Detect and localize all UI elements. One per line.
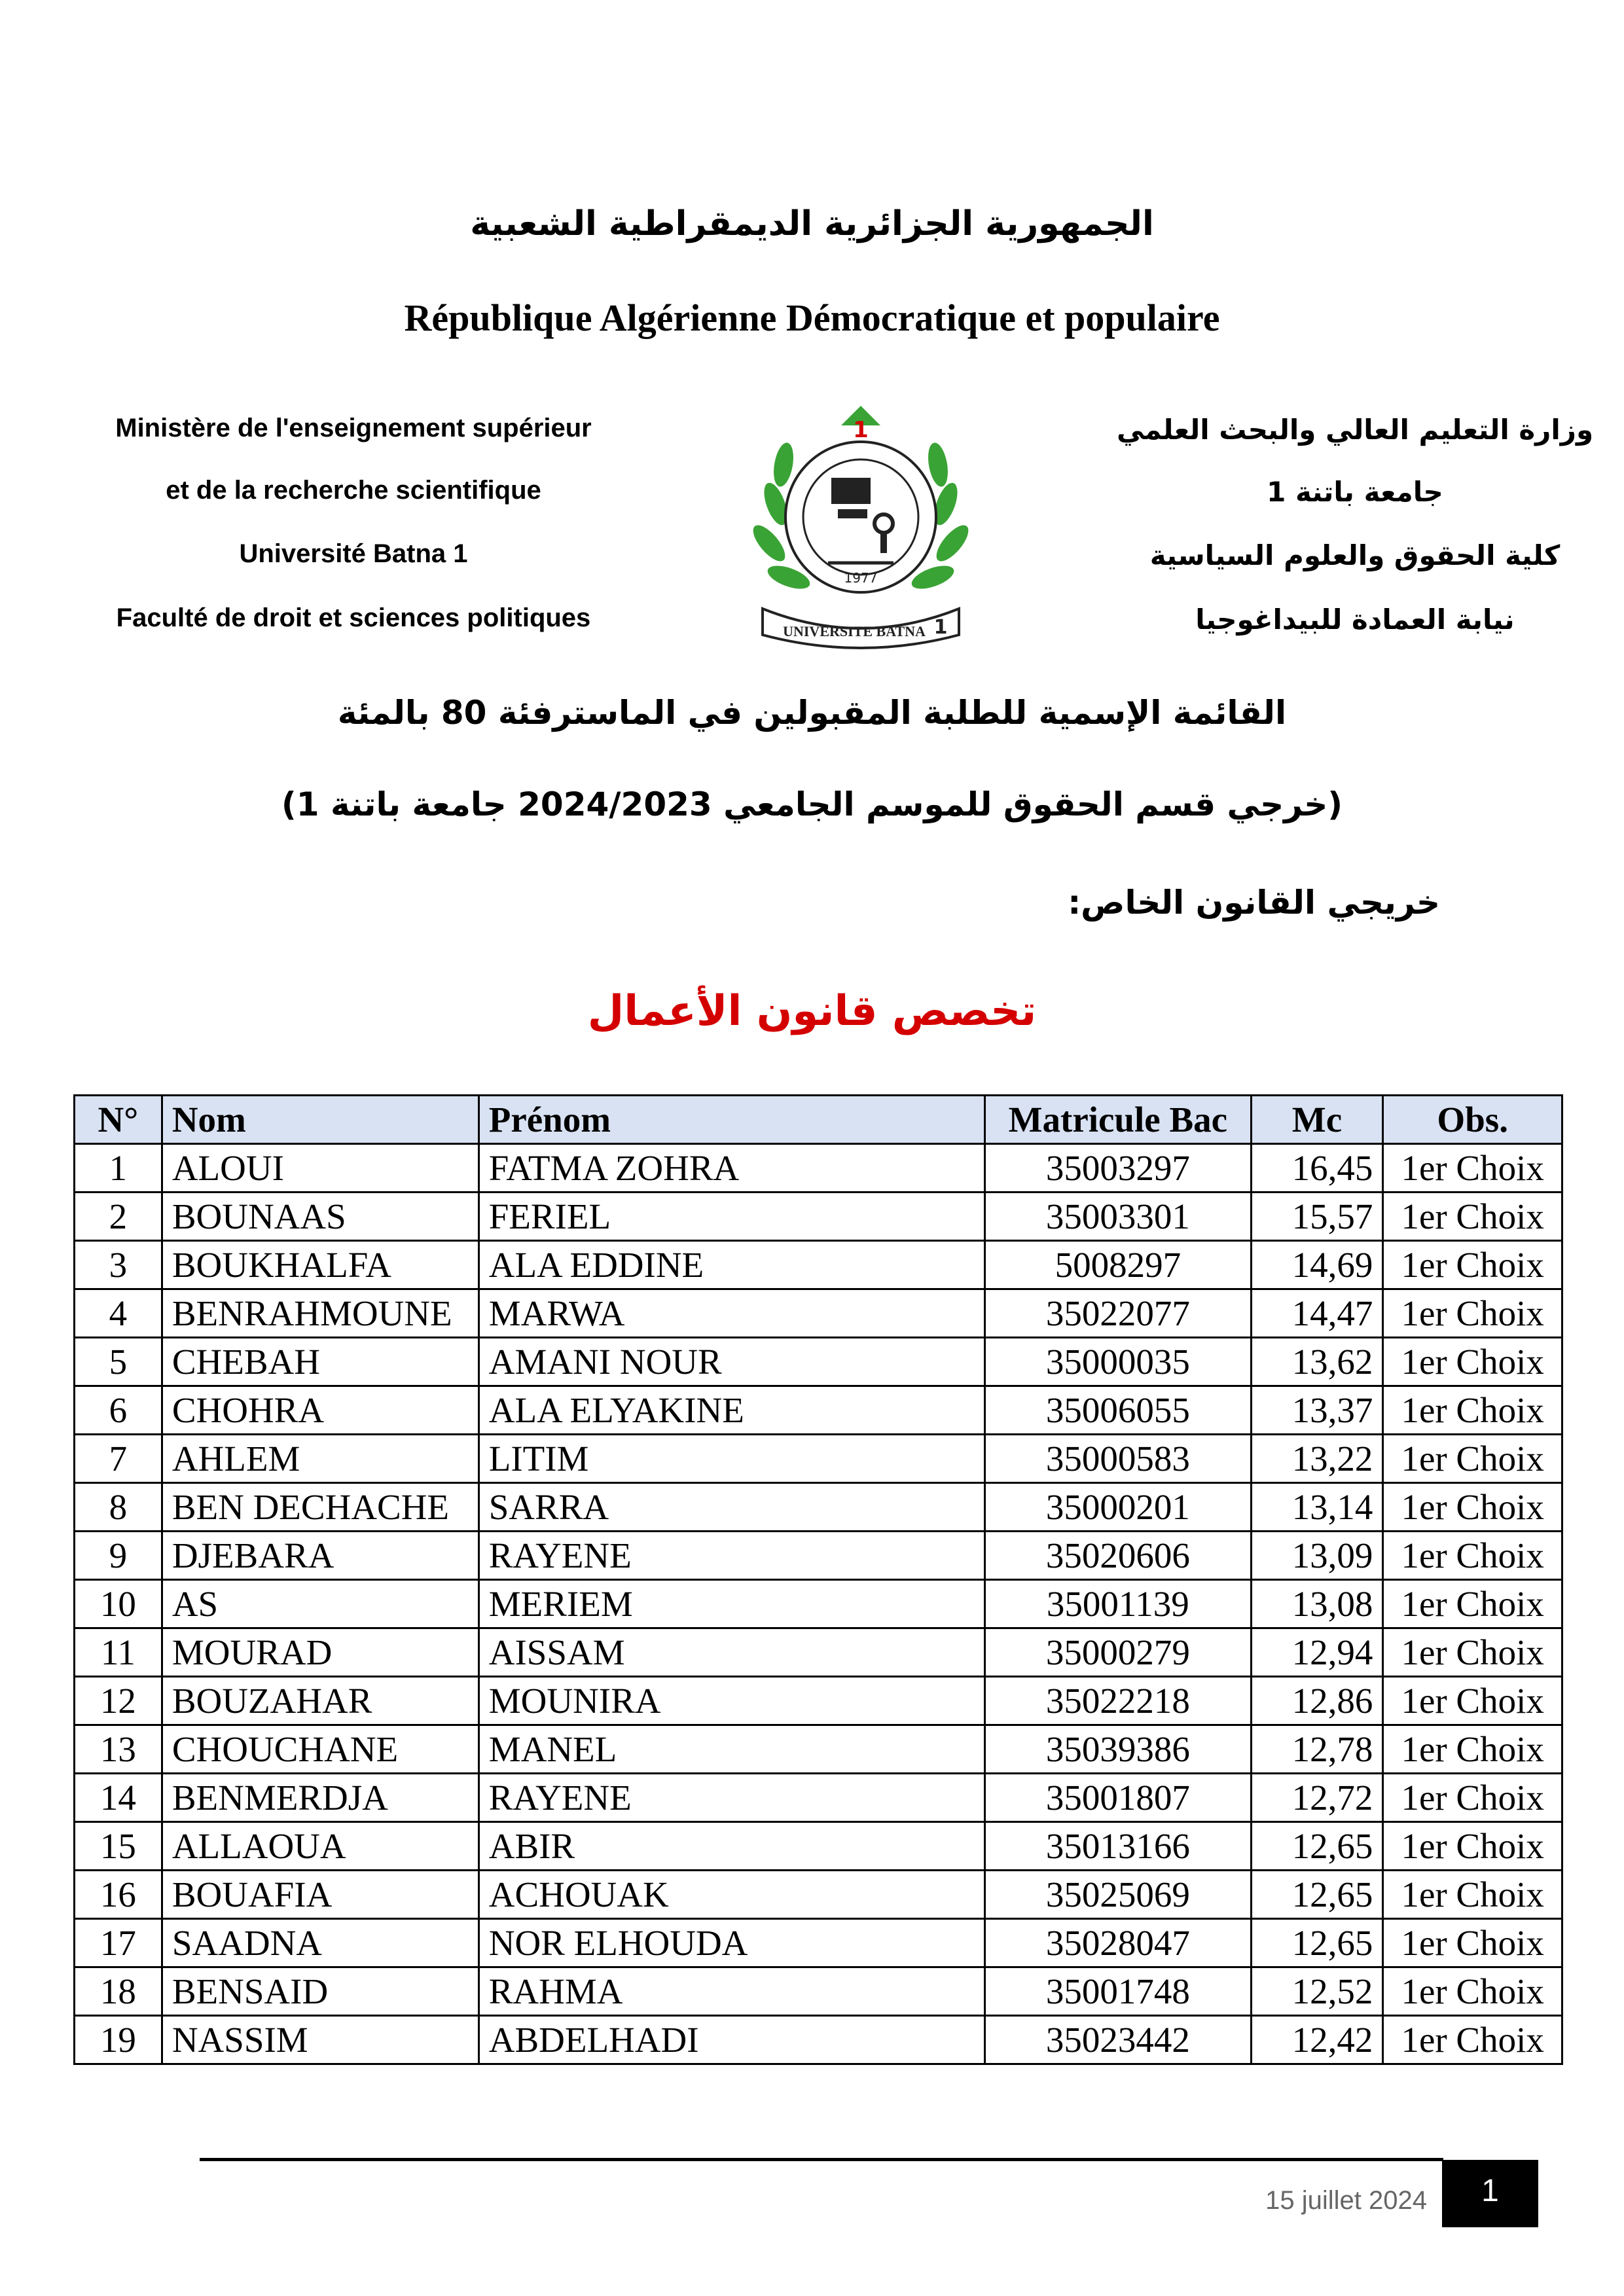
row-prenom: AISSAM (478, 1628, 984, 1677)
row-number: 2 (75, 1193, 162, 1241)
col-header-nom: Nom (162, 1096, 478, 1144)
row-mc: 13,08 (1251, 1580, 1383, 1628)
row-prenom: MARWA (478, 1289, 984, 1338)
row-prenom: ALA EDDINE (478, 1241, 984, 1289)
row-prenom: ABDELHADI (478, 2016, 984, 2064)
row-obs: 1er Choix (1383, 1967, 1562, 2016)
row-nom: CHOUCHANE (162, 1725, 478, 1774)
row-matricule: 35000201 (985, 1483, 1251, 1532)
row-nom: CHEBAH (162, 1338, 478, 1386)
col-header-obs: Obs. (1383, 1096, 1562, 1144)
table-row (75, 2016, 1562, 2064)
col-header-mc: Mc (1251, 1096, 1383, 1144)
row-obs: 1er Choix (1383, 1774, 1562, 1822)
row-mc: 15,57 (1251, 1193, 1383, 1241)
row-mc: 13,09 (1251, 1532, 1383, 1580)
row-prenom: ACHOUAK (478, 1871, 984, 1919)
row-mc: 12,86 (1251, 1677, 1383, 1725)
row-number: 11 (75, 1628, 162, 1677)
table-row (75, 1919, 1562, 1967)
row-number: 17 (75, 1919, 162, 1967)
row-number: 8 (75, 1483, 162, 1532)
row-nom: DJEBARA (162, 1532, 478, 1580)
row-number: 15 (75, 1822, 162, 1871)
table-row (75, 1289, 1562, 1338)
section-heading: خريجي القانون الخاص: (1068, 884, 1440, 922)
row-matricule: 35003297 (985, 1144, 1251, 1193)
table-row (75, 1822, 1562, 1871)
seal-banner-text: UNIVERSITE BATNA (783, 623, 926, 639)
row-number: 3 (75, 1241, 162, 1289)
row-number: 9 (75, 1532, 162, 1580)
row-mc: 14,47 (1251, 1289, 1383, 1338)
university-ar: جامعة باتنة 1 (1267, 476, 1443, 508)
row-nom: MOURAD (162, 1628, 478, 1677)
row-number: 13 (75, 1725, 162, 1774)
row-prenom: ABIR (478, 1822, 984, 1871)
row-matricule: 35020606 (985, 1532, 1251, 1580)
table-row (75, 1871, 1562, 1919)
row-matricule: 35000279 (985, 1628, 1251, 1677)
row-matricule: 35025069 (985, 1871, 1251, 1919)
row-prenom: FERIEL (478, 1193, 984, 1241)
row-matricule: 35001807 (985, 1774, 1251, 1822)
row-mc: 12,52 (1251, 1967, 1383, 2016)
footer-divider (200, 2158, 1443, 2161)
row-nom: BOUKHALFA (162, 1241, 478, 1289)
row-number: 14 (75, 1774, 162, 1822)
row-number: 16 (75, 1871, 162, 1919)
row-prenom: MERIEM (478, 1580, 984, 1628)
row-obs: 1er Choix (1383, 2016, 1562, 2064)
row-matricule: 35001139 (985, 1580, 1251, 1628)
row-obs: 1er Choix (1383, 1677, 1562, 1725)
country-name-arabic: الجمهورية الجزائرية الديمقراطية الشعبية (470, 204, 1154, 243)
row-number: 4 (75, 1289, 162, 1338)
col-header-prenom: Prénom (478, 1096, 984, 1144)
row-number: 7 (75, 1435, 162, 1483)
table-row (75, 1435, 1562, 1483)
table-row (75, 1338, 1562, 1386)
row-nom: BOUZAHAR (162, 1677, 478, 1725)
row-prenom: RAHMA (478, 1967, 984, 2016)
row-nom: BEN DECHACHE (162, 1483, 478, 1532)
row-prenom: NOR ELHOUDA (478, 1919, 984, 1967)
ministry-fr-2: et de la recherche scientifique (166, 476, 541, 505)
row-mc: 12,94 (1251, 1628, 1383, 1677)
row-mc: 12,65 (1251, 1919, 1383, 1967)
seal-year: 1977 (844, 570, 878, 586)
row-number: 18 (75, 1967, 162, 2016)
row-matricule: 35003301 (985, 1193, 1251, 1241)
row-matricule: 35039386 (985, 1725, 1251, 1774)
row-prenom: RAYENE (478, 1774, 984, 1822)
row-mc: 13,22 (1251, 1435, 1383, 1483)
row-nom: ALOUI (162, 1144, 478, 1193)
row-matricule: 35023442 (985, 2016, 1251, 2064)
students-table (73, 1094, 1563, 2065)
row-prenom: AMANI NOUR (478, 1338, 984, 1386)
col-header-matricule: Matricule Bac (985, 1096, 1251, 1144)
row-nom: CHOHRA (162, 1386, 478, 1435)
row-nom: BOUAFIA (162, 1871, 478, 1919)
footer-date: 15 juillet 2024 (1265, 2186, 1427, 2215)
row-prenom: FATMA ZOHRA (478, 1144, 984, 1193)
row-nom: SAADNA (162, 1919, 478, 1967)
row-obs: 1er Choix (1383, 1725, 1562, 1774)
university-fr: Université Batna 1 (239, 539, 468, 568)
ministry-fr: Ministère de l'enseignement supérieur (115, 414, 592, 442)
row-matricule: 35006055 (985, 1386, 1251, 1435)
row-mc: 12,42 (1251, 2016, 1383, 2064)
row-obs: 1er Choix (1383, 1919, 1562, 1967)
table-row (75, 1532, 1562, 1580)
row-matricule: 35022218 (985, 1677, 1251, 1725)
row-mc: 12,65 (1251, 1871, 1383, 1919)
row-nom: BENRAHMOUNE (162, 1289, 478, 1338)
faculty-ar: كلية الحقوق والعلوم السياسية (1149, 539, 1561, 571)
row-matricule: 35000583 (985, 1435, 1251, 1483)
ministry-ar: وزارة التعليم العالي والبحث العلمي (1116, 414, 1594, 446)
table-row (75, 1483, 1562, 1532)
country-name-french: République Algérienne Démocratique et populaire (404, 296, 1220, 339)
row-mc: 13,62 (1251, 1338, 1383, 1386)
faculty-fr: Faculté de droit et sciences politiques (116, 603, 591, 632)
row-mc: 13,37 (1251, 1386, 1383, 1435)
row-mc: 12,78 (1251, 1725, 1383, 1774)
row-prenom: RAYENE (478, 1532, 984, 1580)
row-obs: 1er Choix (1383, 1483, 1562, 1532)
row-obs: 1er Choix (1383, 1386, 1562, 1435)
row-obs: 1er Choix (1383, 1289, 1562, 1338)
row-nom: ALLAOUA (162, 1822, 478, 1871)
row-matricule: 35028047 (985, 1919, 1251, 1967)
row-obs: 1er Choix (1383, 1193, 1562, 1241)
row-number: 6 (75, 1386, 162, 1435)
row-prenom: LITIM (478, 1435, 984, 1483)
row-number: 12 (75, 1677, 162, 1725)
table-row (75, 1774, 1562, 1822)
row-mc: 12,72 (1251, 1774, 1383, 1822)
row-obs: 1er Choix (1383, 1871, 1562, 1919)
row-prenom: MOUNIRA (478, 1677, 984, 1725)
row-mc: 13,14 (1251, 1483, 1383, 1532)
page-number: 1 (1442, 2160, 1538, 2227)
row-nom: BENSAID (162, 1967, 478, 2016)
row-number: 10 (75, 1580, 162, 1628)
row-prenom: SARRA (478, 1483, 984, 1532)
table-row (75, 1967, 1562, 2016)
row-matricule: 35022077 (985, 1289, 1251, 1338)
table-row (75, 1386, 1562, 1435)
row-obs: 1er Choix (1383, 1144, 1562, 1193)
row-obs: 1er Choix (1383, 1822, 1562, 1871)
row-matricule: 35000035 (985, 1338, 1251, 1386)
col-header-number: N° (75, 1096, 162, 1144)
row-matricule: 35001748 (985, 1967, 1251, 2016)
row-obs: 1er Choix (1383, 1628, 1562, 1677)
row-obs: 1er Choix (1383, 1532, 1562, 1580)
table-row (75, 1628, 1562, 1677)
university-seal-icon (749, 393, 972, 655)
row-obs: 1er Choix (1383, 1338, 1562, 1386)
row-nom: AS (162, 1580, 478, 1628)
table-header-row (75, 1096, 1562, 1144)
row-prenom: MANEL (478, 1725, 984, 1774)
row-matricule: 5008297 (985, 1241, 1251, 1289)
row-mc: 16,45 (1251, 1144, 1383, 1193)
row-number: 1 (75, 1144, 162, 1193)
list-subtitle-session: (خرجي قسم الحقوق للموسم الجامعي 2024/2023 جامعة باتنة 1) (281, 785, 1343, 823)
row-obs: 1er Choix (1383, 1435, 1562, 1483)
row-mc: 12,65 (1251, 1822, 1383, 1871)
table-row (75, 1725, 1562, 1774)
seal-banner-number: 1 (933, 616, 948, 639)
specialty-title: تخصص قانون الأعمال (587, 987, 1037, 1035)
row-nom: BENMERDJA (162, 1774, 478, 1822)
table-row (75, 1677, 1562, 1725)
row-nom: NASSIM (162, 2016, 478, 2064)
list-title: القائمة الإسمية للطلبة المقبولين في الماسترفئة 80 بالمئة (337, 694, 1287, 732)
table-row (75, 1580, 1562, 1628)
deanship-ar: نيابة العمادة للبيداغوجيا (1195, 603, 1515, 636)
row-mc: 14,69 (1251, 1241, 1383, 1289)
row-matricule: 35013166 (985, 1822, 1251, 1871)
row-nom: BOUNAAS (162, 1193, 478, 1241)
table-row (75, 1144, 1562, 1193)
row-obs: 1er Choix (1383, 1241, 1562, 1289)
row-obs: 1er Choix (1383, 1580, 1562, 1628)
row-number: 19 (75, 2016, 162, 2064)
table-row (75, 1241, 1562, 1289)
row-number: 5 (75, 1338, 162, 1386)
seal-number: 1 (853, 417, 869, 443)
row-prenom: ALA ELYAKINE (478, 1386, 984, 1435)
table-row (75, 1193, 1562, 1241)
row-nom: AHLEM (162, 1435, 478, 1483)
